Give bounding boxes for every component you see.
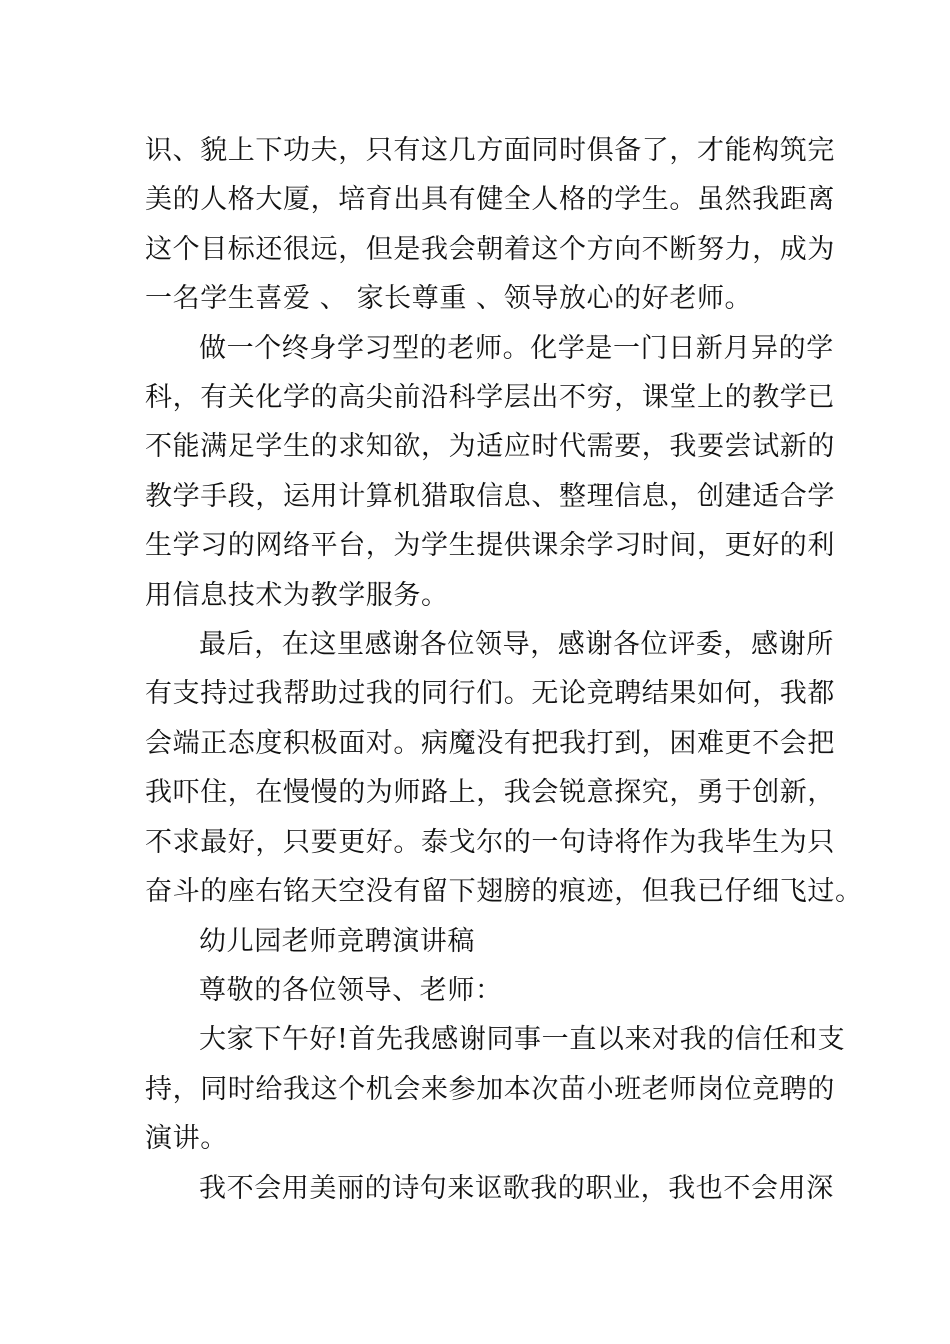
text-line: 持，同时给我这个机会来参加本次苗小班老师岗位竞聘的 [145,1073,835,1105]
text-line: 不能满足学生的求知欲，为适应时代需要，我要尝试新的 [145,431,835,463]
paragraph-start-line: 最后，在这里感谢各位领导，感谢各位评委，感谢所 [199,629,834,661]
text-line: 不求最好，只要更好。泰戈尔的一句诗将作为我毕生为只 [145,826,835,858]
text-line: 这个目标还很远，但是我会朝着这个方向不断努力，成为 [145,233,835,265]
text-line: 科，有关化学的高尖前沿科学层出不穷，课堂上的教学已 [145,382,835,414]
text-line: 美的人格大厦，培育出具有健全人格的学生。虽然我距离 [145,184,835,216]
text-line: 演讲。 [145,1123,228,1155]
body-text [145,126,863,1213]
text-line: 用信息技术为教学服务。 [145,579,449,611]
paragraph-start-line: 大家下午好!首先我感谢同事一直以来对我的信任和支 [199,1024,846,1056]
text-line: 一名学生喜爱 、 家长尊重 、领导放心的好老师。 [145,283,753,315]
text-line: 生学习的网络平台，为学生提供课余学习时间，更好的利 [145,530,835,562]
paragraph-start-line: 我不会用美丽的诗句来讴歌我的职业，我也不会用深 [199,1172,834,1204]
paragraph-start-line: 做一个终身学习型的老师。化学是一门日新月异的学 [199,332,834,364]
section-title: 幼儿园老师竞聘演讲稿 [199,925,475,957]
text-line: 识、貌上下功夫，只有这几方面同时俱备了，才能构筑完 [145,135,835,166]
text-line: 我吓住，在慢慢的为师路上，我会锐意探究，勇于创新， [145,777,835,809]
text-line: 有支持过我帮助过我的同行们。无论竞聘结果如何，我都 [145,678,835,710]
text-line: 奋斗的座右铭天空没有留下翅膀的痕迹，但我已仔细飞过。 [145,876,863,908]
salutation: 尊敬的各位领导、老师： [199,974,503,1006]
text-line: 会端正态度积极面对。病魔没有把我打到，困难更不会把 [145,727,835,759]
text-line: 教学手段，运用计算机猎取信息、整理信息，创建适合学 [145,480,835,512]
